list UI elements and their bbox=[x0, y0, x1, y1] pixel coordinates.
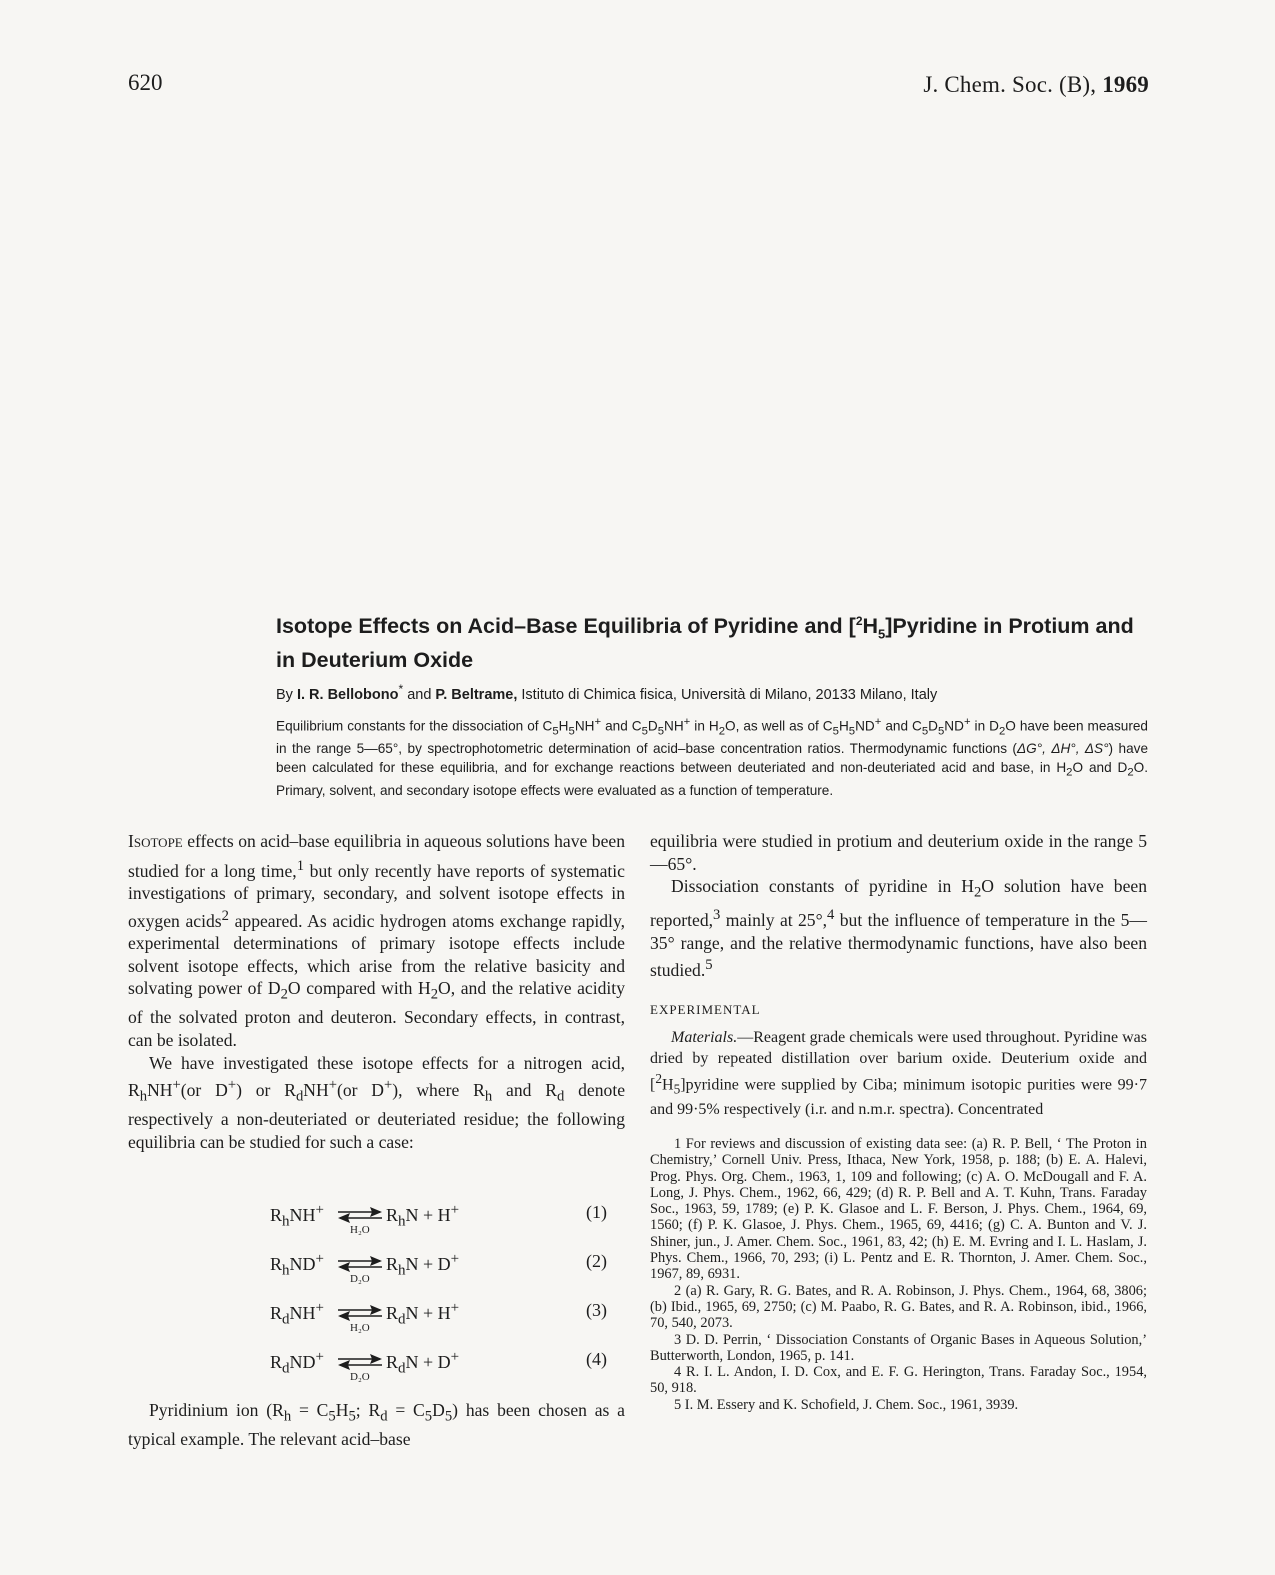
footnote-2: 2 (a) R. Gary, R. G. Bates, and R. A. Robinson, J. Phys. Chem., 1964, 68, 3806; (b) Ibid., 1965, 69, 2750; (c) M. Paabo, R. G. Bates, and R. A. Robinson, ibid., 1966, 70, 540, 2073. bbox=[650, 1282, 1147, 1332]
author-2: P. Beltrame, bbox=[435, 686, 518, 703]
footnote-3: 3 D. D. Perrin, ‘ Dissociation Constants of Organic Bases in Aqueous Solution,’ Butterworth, London, 1965, p. 141. bbox=[650, 1331, 1147, 1364]
intro-paragraph: ISOTOPE effects on acid–base equilibria in aqueous solutions have been studied for a long time,$^1$ but only recently have reports of systematic investigations of primary, secondary, and solvent isotope effects in oxygen acids$^2$ appeared. As acidic hydrogen atoms exchange rapidly, experimental determinations of primary isotope effects include solvent isotope effects, which arise from the relative basicity and solvating power of $D_2O$ compared with $H_2O$, and the relative acidity of the solvated proton and deuteron. Secondary effects, in contrast, can be isolated. bbox=[128, 831, 625, 1050]
journal-name: J. Chem. Soc. (B), bbox=[923, 72, 1097, 97]
footnote-1: 1 For reviews and discussion of existing data see: (a) R. P. Bell, ‘ The Proton in Chemistry,’ Cornell Univ. Press, Ithaca, New York, 1958, p. 188; (b) E. A. Halevi, Prog. Phys. Org. Chem., 1963, 1, 109 and following; (c) A. O. McDougall and F. A. Long, J. Phys. Chem., 1962, 66, 429; (d) R. P. Bell and A. T. Kuhn, Trans. Faraday Soc., 1963, 59, 1789; (e) P. K. Glasoe and L. F. Berson, J. Phys. Chem., 1964, 69, 1560; (f) P. K. Glasoe, J. Phys. Chem., 1965, 69, 4416; (g) C. A. Bunton and V. J. Shiner, jun., J. Amer. Chem. Soc., 1961, 83, 42; (h) E. M. Evring and I. L. Haslam, J. Phys. Chem., 1966, 70, 293; (i) L. Pentz and E. R. Thornton, J. Amer. Chem. Soc., 1967, 89, 6931. bbox=[650, 1136, 1147, 1283]
section-heading-experimental: EXPERIMENTAL bbox=[650, 1001, 761, 1017]
materials-paragraph: Materials.—Reagent grade chemicals were used throughout. Pyridine was dried by repeated distillation over barium oxide. Deuterium oxide and $[^2H_5]pyridine$ were supplied by Ciba; minimum isotopic purities were 99·7 and 99·5% respectively (i.r. and n.m.r. spectra). Concentrated bbox=[650, 1029, 1147, 1118]
solvent-label: D₂O bbox=[350, 1371, 370, 1383]
equilibria-equations bbox=[128, 1200, 625, 1396]
solvent-label: D₂O bbox=[350, 1273, 370, 1285]
abstract: Equilibrium constants for the dissociation of $C_5H_5NH^+$ and $C_5D_5NH^+$ in $H_2O$, as well as of $C_5H_5ND^+$ and $C_5D_5ND^+$ in $D_2O$ have been measured in the range 5—65°, by spectrophotometric determination of acid–base concentration ratios. Thermodynamic functions (ΔG°, ΔH°, ΔS°) have been calculated for these equilibria, and for exchange reactions between deuteriated and non-deuteriated acid and base, in $H_2O$ and $D_2O$. Primary, solvent, and secondary isotope effects were evaluated as a function of temperature. bbox=[276, 716, 1149, 798]
equation-number: (2) bbox=[586, 1251, 607, 1271]
equation-2: $R_hND^+$ D₂O $R_hN + D^+$ (2) bbox=[270, 1251, 607, 1285]
pyridinium-paragraph: Pyridinium ion ($R_h = C_5H_5$; $R_d = C_5D_5$) has been chosen as a typical example. The relevant acid–base bbox=[128, 1400, 625, 1450]
page-number: 620 bbox=[128, 70, 163, 95]
solvent-label: H₂O bbox=[350, 1322, 370, 1334]
equilibrium-arrow-icon bbox=[336, 1255, 384, 1273]
journal-year: 1969 bbox=[1102, 72, 1149, 97]
body-column-left bbox=[128, 830, 625, 1153]
equation-number: (1) bbox=[586, 1202, 607, 1222]
equilibrium-arrow-icon bbox=[336, 1353, 384, 1371]
article-title: Isotope Effects on Acid–Base Equilibria of Pyridine and $[^2H_5]Pyridine$ in Protium and in Deuterium Oxide bbox=[276, 614, 1134, 673]
equation-number: (4) bbox=[586, 1349, 607, 1369]
dissociation-paragraph: Dissociation constants of pyridine in $H_2O$ solution have been reported,$^3$ mainly at 25°,$^4$ but the influence of temperature in the 5—35° range, and the relative thermodynamic functions, have also been studied.$^5$ bbox=[650, 876, 1148, 981]
footnotes bbox=[650, 1136, 1147, 1413]
equation-number: (3) bbox=[586, 1300, 607, 1320]
footnote-4: 4 R. I. L. Andon, I. D. Cox, and E. F. G. Herington, Trans. Faraday Soc., 1954, 50, 918. bbox=[650, 1364, 1147, 1397]
journal-header bbox=[923, 72, 1149, 98]
continuation-paragraph: equilibria were studied in protium and deuterium oxide in the range 5—65°. bbox=[650, 831, 1147, 874]
equation-1: $R_hNH^+$ H₂O $R_hN + H^+$ (1) bbox=[270, 1202, 607, 1236]
footnote-5: 5 I. M. Essery and K. Schofield, J. Chem. Soc., 1961, 3939. bbox=[674, 1396, 1019, 1413]
author-1: I. R. Bellobono bbox=[296, 686, 399, 703]
body-column-right bbox=[650, 830, 1147, 1120]
solvent-label: H₂O bbox=[350, 1224, 370, 1236]
equilibrium-arrow-icon bbox=[336, 1206, 384, 1224]
investigation-paragraph: We have investigated these isotope effects for a nitrogen acid, $R_hNH^+(or$ D+) or $R_dNH^+(or$ D+), where $R_h$ and $R_d$ denote respectively a non-deuteriated or deuteriated residue; the following equilibria can be studied for such a case: bbox=[128, 1052, 626, 1152]
byline: By I. R. Bellobono* and P. Beltrame, Istituto di Chimica fisica, Università di Milano, 20133 Milano, Italy bbox=[276, 682, 938, 703]
equation-4: $R_dND^+$ D₂O $R_dN + D^+$ (4) bbox=[270, 1349, 607, 1383]
equilibrium-arrow-icon bbox=[336, 1304, 384, 1322]
affiliation: Istituto di Chimica fisica, Università di Milano, 20133 Milano, Italy bbox=[521, 686, 938, 703]
equation-3: $R_dNH^+$ H₂O $R_dN + H^+$ (3) bbox=[270, 1300, 607, 1334]
